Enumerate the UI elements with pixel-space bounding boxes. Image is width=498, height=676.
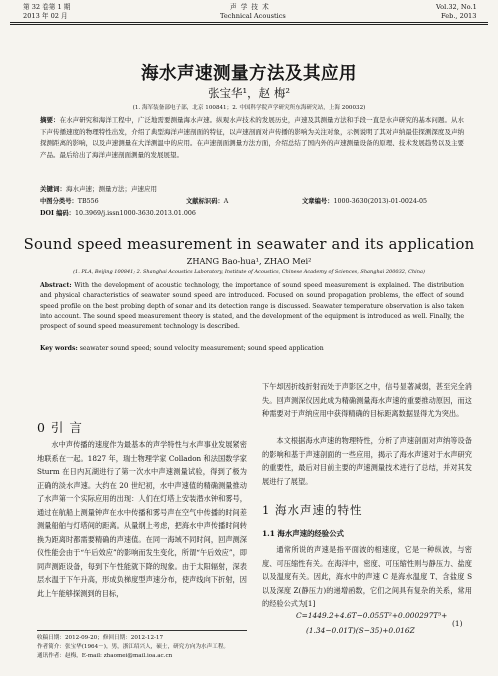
document-code bbox=[186, 198, 228, 206]
abstract-text-cn: 在水声研究和海洋工程中，广泛地需要测量海水声速。纵观水声技术的发展历史，声速及其测量方法和手段一直是水声研究的基本问题。从水下声传播速度的物理特性出发，介绍了典型海洋声速剖面的特征，以声速剖面对声传播的影响为关注对象，示例说明了其对声纳最佳探测深度及声纳探测距离的影响，以及声速测量在大洋测温中的应用。在声速剖面测量方法方面，介绍总结了国内外的声速测量设备的原理、技术发展趋势以及主要产品。最后给出了海洋声速剖面测量的发展展望。 bbox=[40, 116, 465, 159]
abstract-label-cn: 摘要： bbox=[40, 116, 60, 124]
keywords-en bbox=[40, 344, 464, 354]
abstract-en bbox=[40, 281, 464, 332]
header-journal-cn: 声 学 技 术 bbox=[230, 3, 270, 11]
header-rule bbox=[10, 22, 488, 23]
article-title-en: Sound speed measurement in seawater and its application bbox=[23, 236, 475, 253]
running-header bbox=[0, 0, 498, 24]
keywords-cn bbox=[40, 184, 464, 196]
keywords-text-en: seawater sound speed; sound velocity measurement; sound speed application bbox=[79, 345, 324, 352]
affiliation-cn: (1. 海军装备部电子部，北京 100841；2. 中国科学院声学研究所东海研究站，上海 200032) bbox=[132, 105, 366, 111]
doi-label: DOI 编码： bbox=[40, 210, 75, 217]
header-date-en: Feb., 2013 bbox=[441, 12, 477, 20]
abstract-label-en: Abstract: bbox=[40, 282, 72, 289]
equation-number: (1) bbox=[452, 619, 463, 628]
footnote-contact: 通讯作者：赵梅，E-mail: zhaomei@mail.ioa.ac.cn bbox=[37, 653, 173, 659]
doi bbox=[40, 210, 196, 218]
article-number bbox=[302, 198, 427, 206]
footnote-author-bio: 作者简介：张宝华(1964－)，男，浙江绍兴人，硕士，研究方向为水声工程。 bbox=[37, 644, 230, 650]
abstract-cn bbox=[40, 115, 464, 161]
clc-label: 中图分类号： bbox=[40, 198, 78, 205]
article-title-cn: 海水声速测量方法及其应用 bbox=[141, 64, 357, 84]
document-code-value: A bbox=[223, 198, 229, 205]
header-volume-cn: 第 32 卷第 1 期 bbox=[23, 3, 71, 11]
section-heading-1: 1 海水声速的特性 bbox=[262, 503, 363, 517]
article-number-label: 文章编号： bbox=[302, 198, 334, 205]
header-journal-en: Technical Acoustics bbox=[220, 12, 286, 20]
header-volume-en: Vol.32, No.1 bbox=[436, 3, 477, 11]
clc-number bbox=[40, 198, 99, 206]
authors-cn: 张宝华¹，赵 梅² bbox=[208, 86, 290, 100]
document-code-label: 文献标识码： bbox=[186, 198, 224, 205]
section-heading-0: 0 引 言 bbox=[37, 420, 83, 435]
equation-1-line-1: C=1449.2+4.6T−0.055T²+0.000297T³+ bbox=[296, 611, 448, 620]
footnotes bbox=[37, 634, 253, 661]
header-date-cn: 2013 年 02 月 bbox=[23, 12, 68, 20]
affiliation-en: (1. PLA, Beijing 100841; 2. Shanghai Acoustics Laboratory, Institute of Acoustics, Chinese Academy of Sciences, Shanghai 200032, China) bbox=[73, 269, 425, 275]
equation-1-line-2: (1.34−0.01T)(S−35)+0.016Z bbox=[306, 626, 415, 635]
keywords-text-cn: 海水声速；测量方法；声速应用 bbox=[66, 185, 157, 193]
right-continued-paragraph: 下午却因折线折射而处于声影区之中，信号显著减弱，甚至完全消失。回声测深仪因此成为精确测量海水声速的重要推动原因，而这种需要对于声纳应用中获得精确的目标距离数据显得尤为突出。 bbox=[262, 382, 472, 419]
keywords-label-cn: 关键词： bbox=[40, 185, 66, 193]
abstract-text-en: With the development of acoustic technology, the importance of sound speed measurement is explained. The distribution and physical characteristics of seawater sound speed are introduced. Focused on sound propagation problems, the effect of sound speed profile on the best probing depth of sonar and its detection range is discussed. Seawater temperature observation is also taken into account. The sound speed measurement theory is stated, and the development of the equipment is introduced as well. Finally, the prospect of sound speed measurement technology is described. bbox=[40, 282, 465, 331]
footnote-rule bbox=[37, 630, 247, 631]
header-rule-double bbox=[10, 24, 488, 25]
authors-en: ZHANG Bao-hua¹, ZHAO Mei² bbox=[186, 256, 312, 266]
subsection-heading-1-1: 1.1 海水声速的经验公式 bbox=[262, 529, 344, 538]
keywords-label-en: Key words: bbox=[40, 345, 78, 352]
section1-paragraph: 通常所说的声速是指平面波的相速度，它是一种纵波，与密度、可压缩性有关。在海洋中，密度、可压缩性则与静压力、盐度以及温度有关。因此，海水中的声速 C 是海水温度 T、含盐度 S 以及深度 Z(静压力)的递增函数，它们之间具有复杂的关系，常用的经验公式为[1] bbox=[262, 545, 472, 609]
footnote-received: 收稿日期：2012-09-20；修回日期：2012-12-17 bbox=[37, 635, 164, 641]
right-paragraph-2: 本文根据海水声速的物理特性，分析了声速剖面对声纳等设备的影响和基于声速剖面的一些应用，揭示了海水声速对于水声研究的重要性，最后对目前主要的声速测量技术进行了总结，并对其发展进行了展望。 bbox=[262, 436, 472, 486]
doi-value: 10.3969/j.issn1000-3630.2013.01.006 bbox=[74, 210, 196, 217]
clc-value: TB556 bbox=[77, 198, 99, 205]
section0-paragraph: 水中声传播的速度作为最基本的声学特性与水声事业发展紧密地联系在一起。1827 年，瑞士物理学家 Colladon 和法国数学家 Sturm 在日内瓦湖进行了第一次水中声速测量试验，得到了极为正确的淡水声速。大约在 20 世纪初，水中声速值的精确测量推动了水声第一个实际应用的出现：人们在灯塔上安装潜水钟和雾号，通过在航船上测量钟声在水中传播和雾号声在空气中传播的时间差测量船舶与灯塔间的距离。从量纲上考虑，把海水中声传播时间转换为距离时都需要精确的声速值。在同一海域不同时间，回声测深仪性能会由于“午后效应”的影响而发生变化，所谓“午后效应”，即同声测距设备，每到下午性能就下降的现象。由于太阳辐射，深表层水温于下午升高，形成负梯度型声速分布，使声线向下折射，因此上午能够探测到的目标， bbox=[37, 440, 247, 599]
article-number-value: 1000-3630(2013)-01-0024-05 bbox=[333, 198, 428, 205]
